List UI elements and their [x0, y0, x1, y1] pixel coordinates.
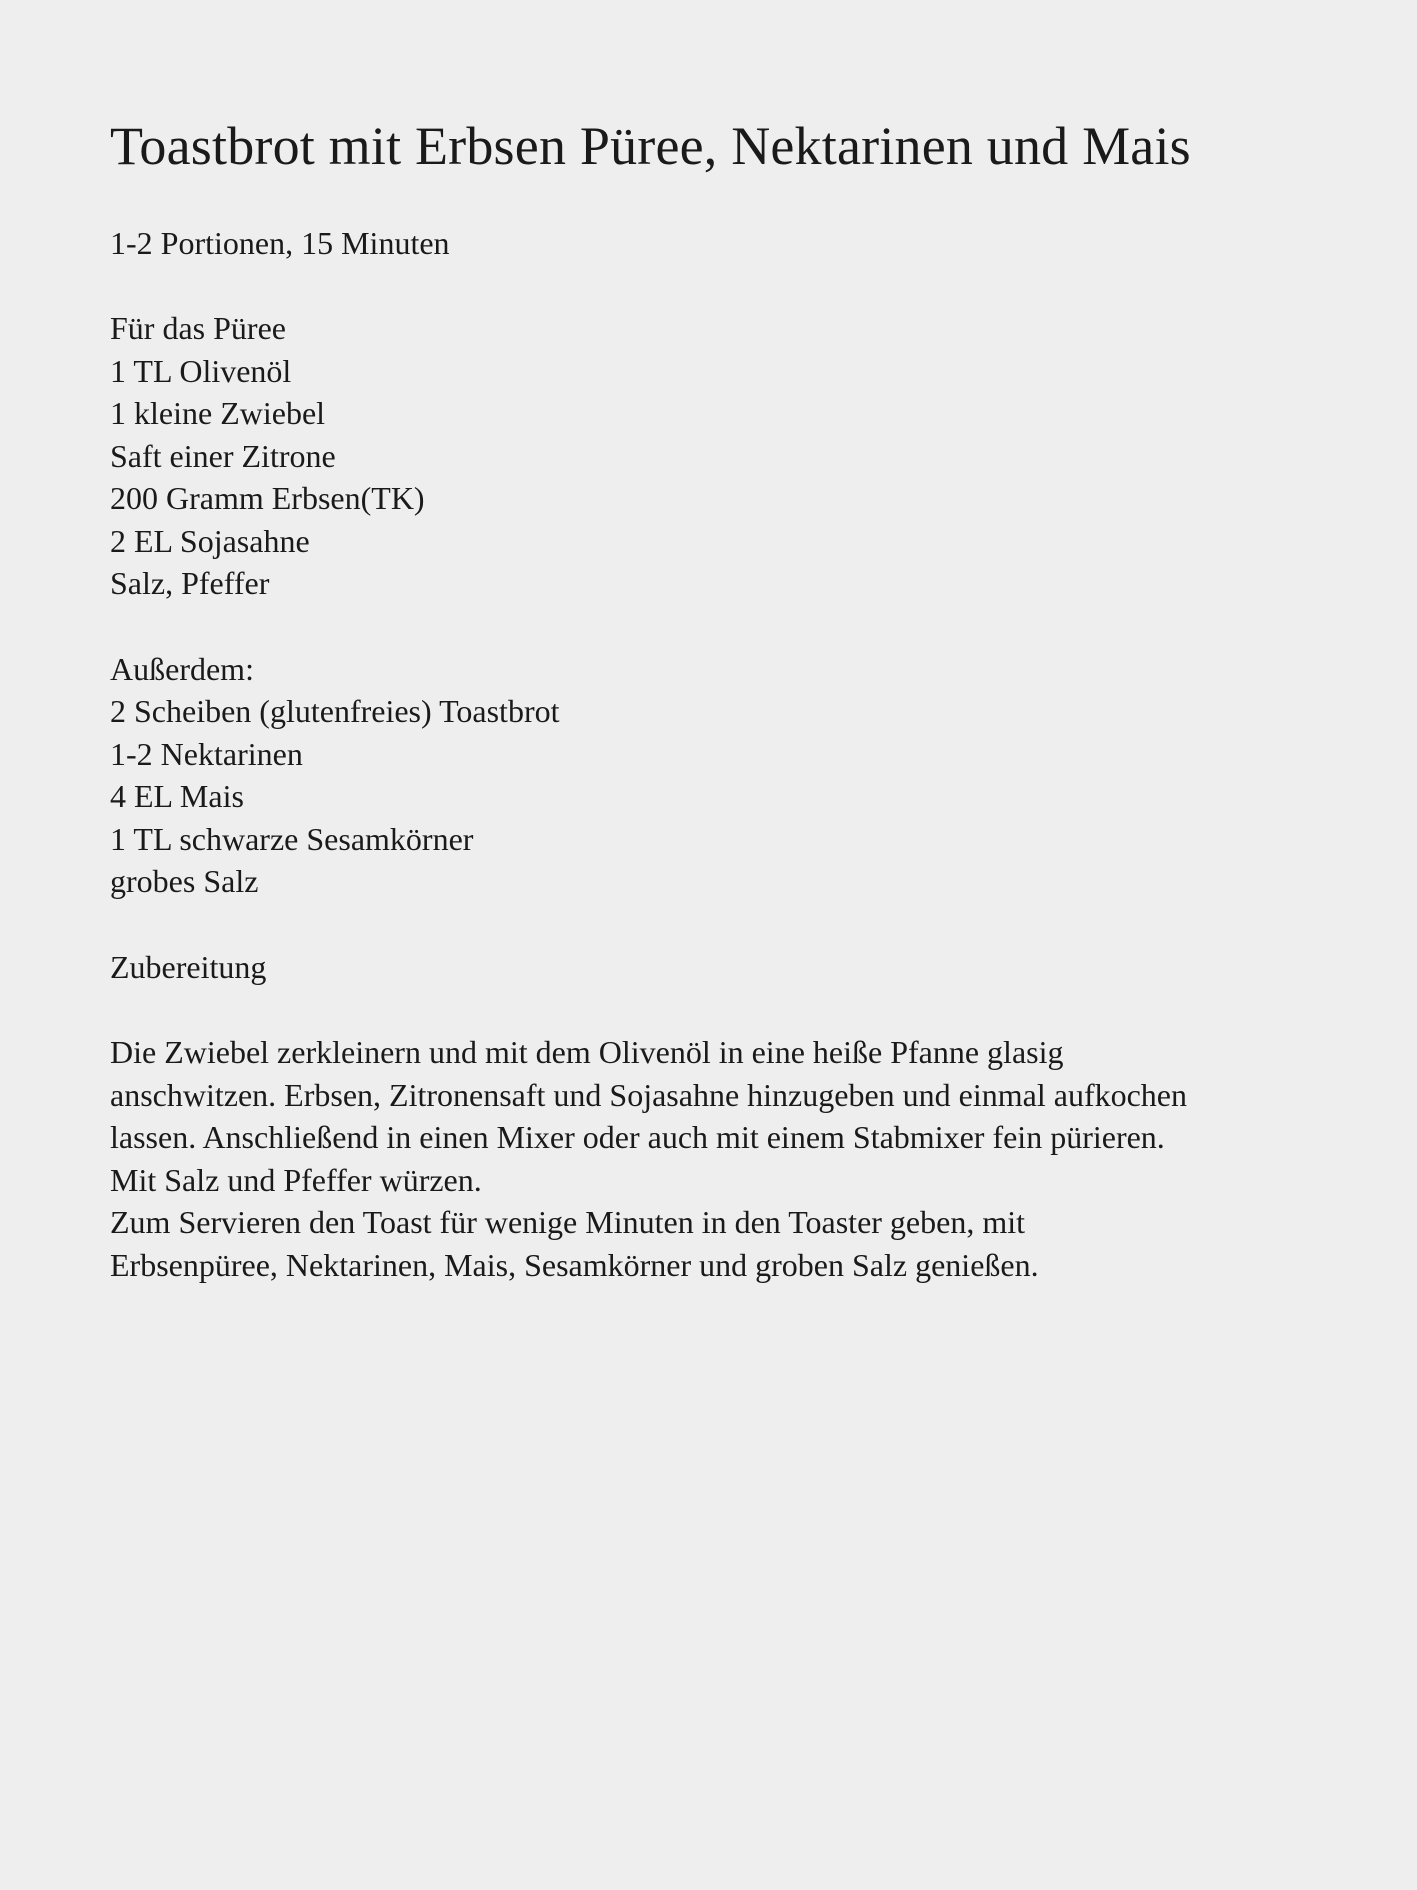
preparation-line: Mit Salz und Pfeffer würzen.	[110, 1161, 482, 1198]
preparation-heading: Zubereitung	[110, 948, 267, 985]
preparation-line: Die Zwiebel zerkleinern und mit dem Olivenöl in eine heiße Pfanne glasig	[110, 1034, 1064, 1070]
ingredient-item: 200 Gramm Erbsen(TK)	[110, 480, 425, 516]
ingredient-item: 1 kleine Zwiebel	[110, 395, 326, 431]
puree-heading: Für das Püree	[110, 310, 286, 346]
ingredient-item: 1-2 Nektarinen	[110, 735, 303, 772]
recipe-meta: 1-2 Portionen, 15 Minuten	[110, 225, 450, 261]
recipe-title: Toastbrot mit Erbsen Püree, Nektarinen und Mais	[110, 116, 1191, 176]
ingredient-item: 1 TL Olivenöl	[110, 352, 292, 389]
preparation-line: Zum Servieren den Toast für wenige Minuten in den Toaster geben, mit	[110, 1204, 1025, 1240]
ingredient-item: Saft einer Zitrone	[110, 437, 336, 474]
ingredient-item: 2 Scheiben (glutenfreies) Toastbrot	[110, 693, 560, 729]
ingredient-item: grobes Salz	[110, 863, 259, 899]
ingredient-item: 2 EL Sojasahne	[110, 522, 310, 559]
preparation-text	[110, 1031, 1330, 1286]
extras-heading: Außerdem:	[110, 650, 254, 687]
ingredient-item: 1 TL schwarze Sesamkörner	[110, 820, 474, 857]
ingredient-item: Salz, Pfeffer	[110, 565, 270, 601]
ingredient-item: 4 EL Mais	[110, 778, 244, 814]
preparation-line: Erbsenpüree, Nektarinen, Mais, Sesamkörner und groben Salz genießen.	[110, 1246, 1039, 1283]
preparation-line: anschwitzen. Erbsen, Zitronensaft und Sojasahne hinzugeben und einmal aufkochen	[110, 1076, 1187, 1113]
preparation-line: lassen. Anschließend in einen Mixer oder auch mit einem Stabmixer fein pürieren.	[110, 1119, 1165, 1155]
puree-section	[110, 307, 1330, 605]
extras-section	[110, 648, 1330, 903]
recipe-document	[110, 112, 1330, 1286]
